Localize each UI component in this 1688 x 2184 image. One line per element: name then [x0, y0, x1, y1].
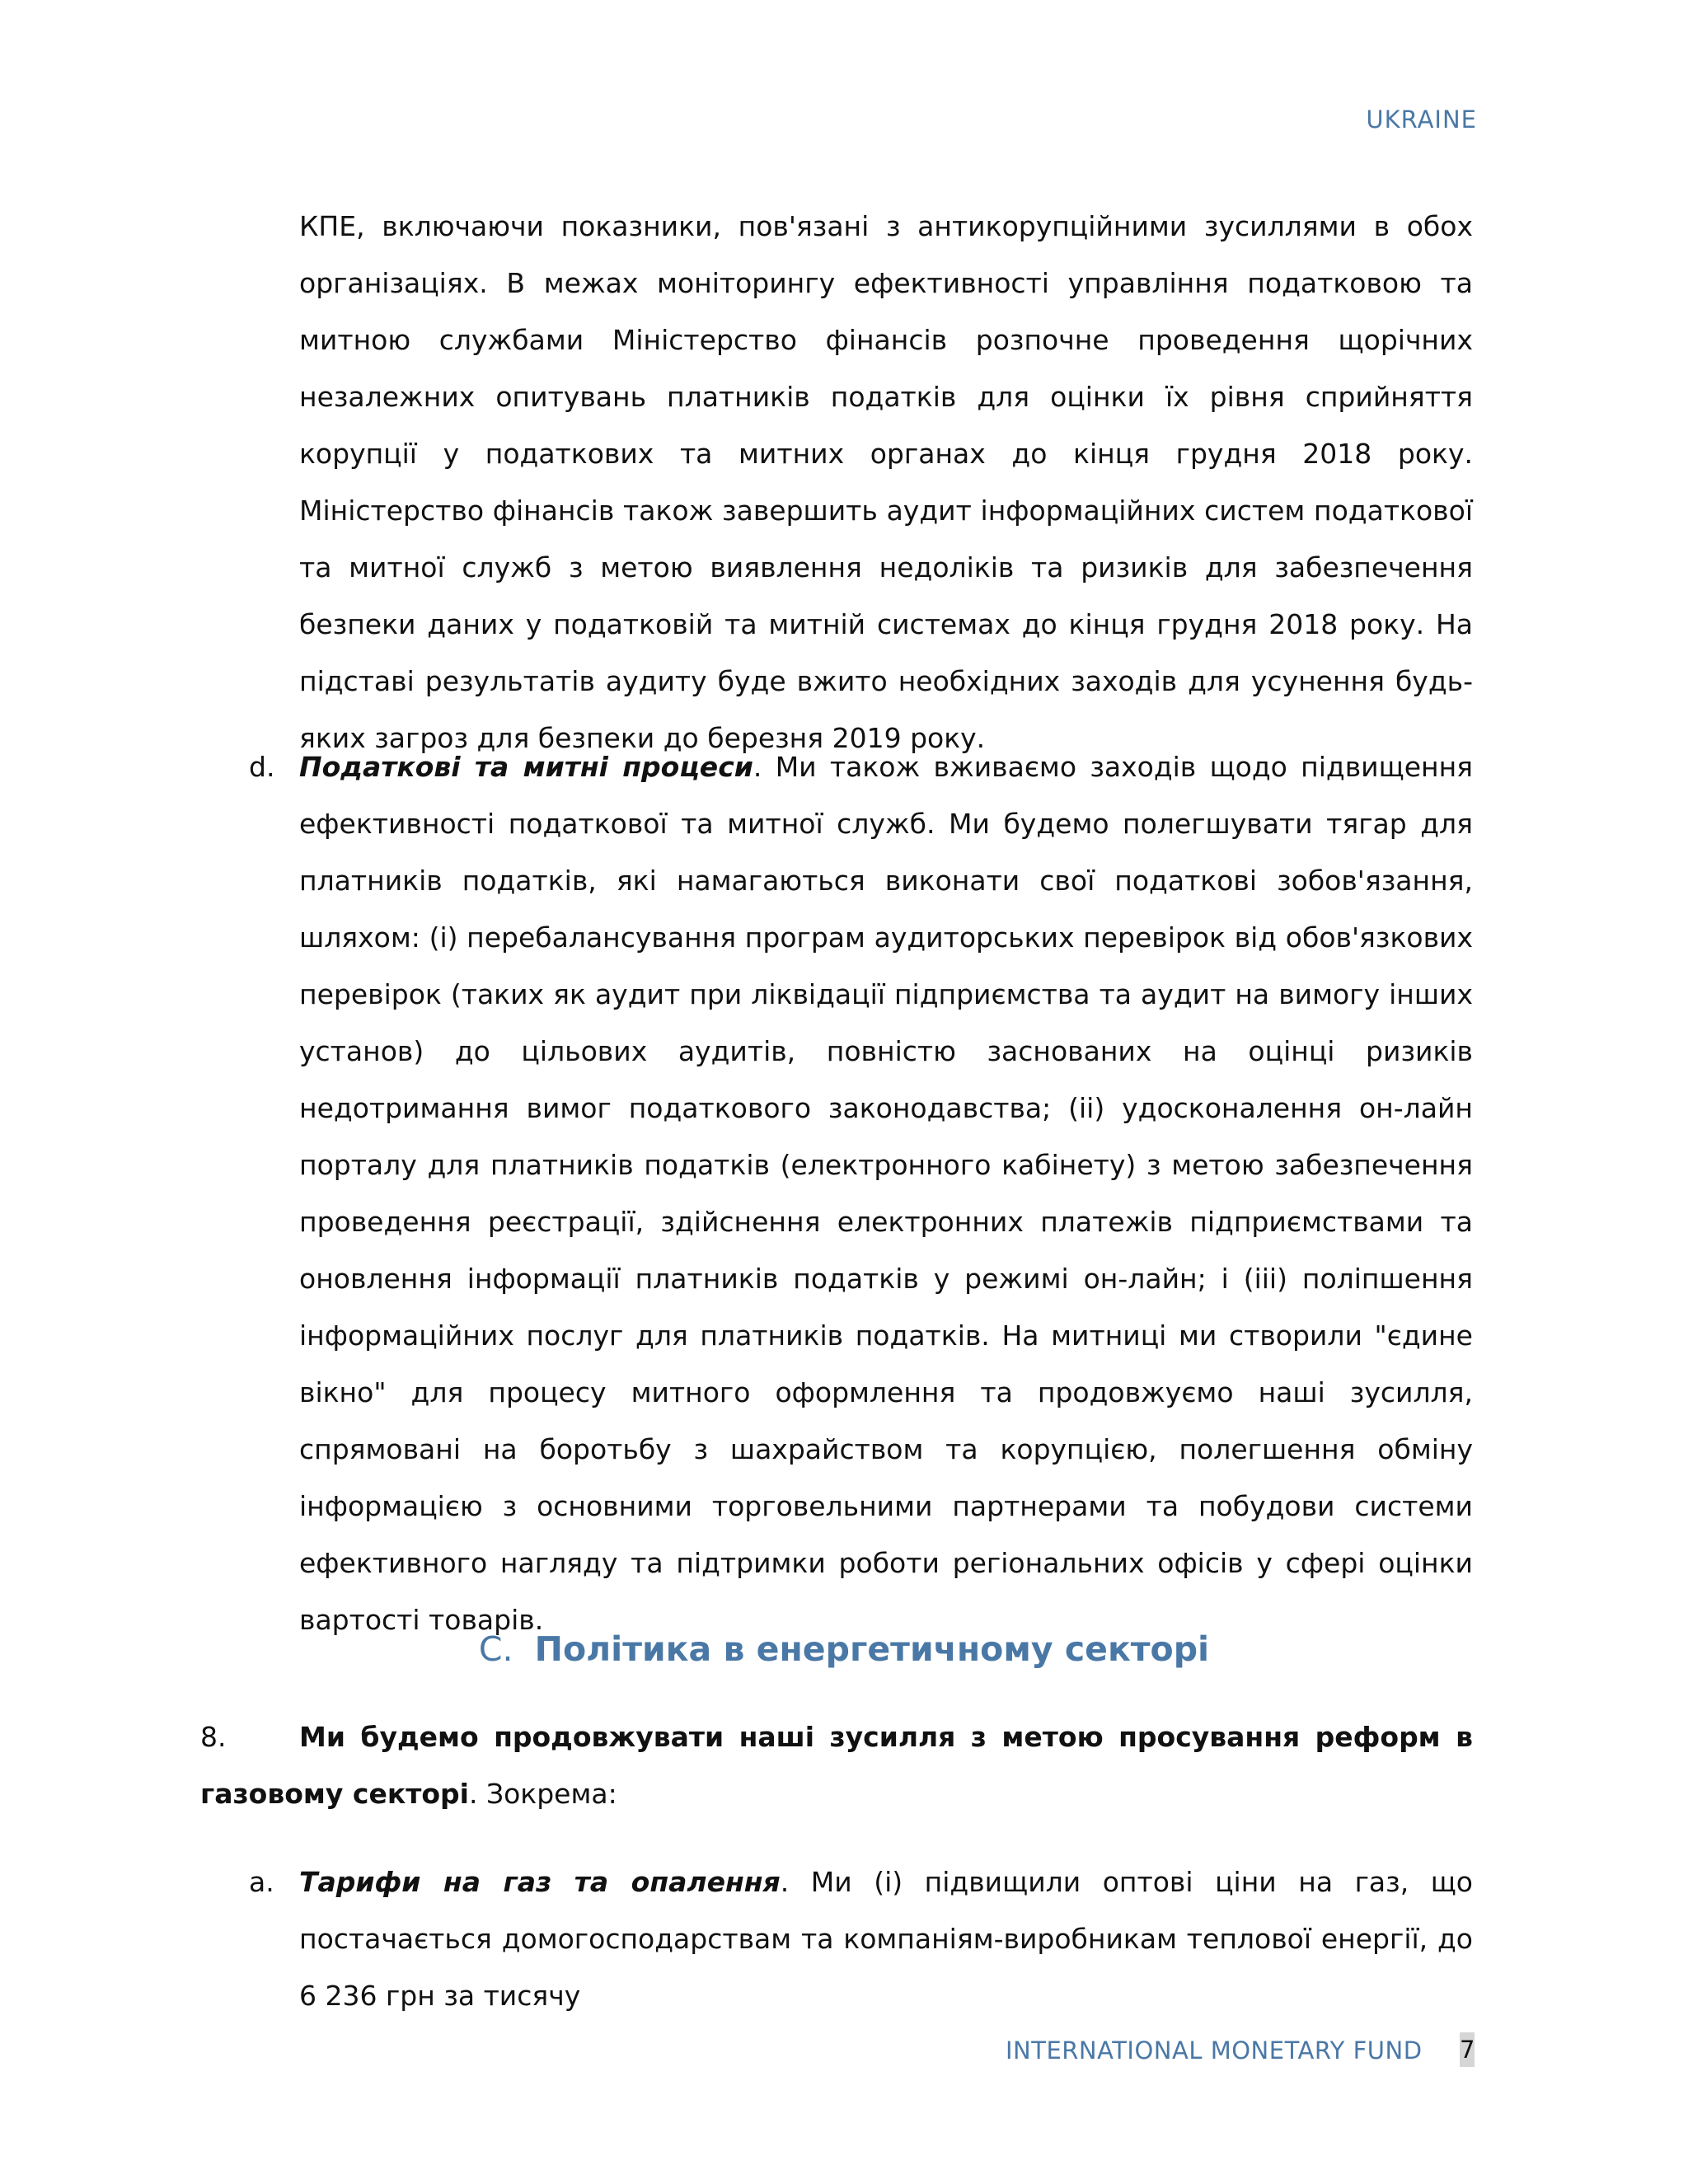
item-a-paragraph	[299, 1854, 1473, 2024]
paragraph-8-bold: Ми будемо продовжувати наші зусилля з метою просування реформ в газовому секторі	[200, 1721, 1473, 1810]
item-d-title: Податкові та митні процеси	[299, 751, 753, 783]
section-heading	[0, 1629, 1688, 1669]
running-header: UKRAINE	[1366, 105, 1477, 134]
section-letter: C.	[478, 1629, 513, 1669]
footer-org: INTERNATIONAL MONETARY FUND	[1006, 2036, 1423, 2064]
paragraph-c-continuation: КПЕ, включаючи показники, пов'язані з антикорупційними зусиллями в обох організаціях. В межах моніторингу ефективності управління податковою та митною службами Міністерство фінансів розпочне проведення щорічних незалежних опитувань платників податків для оцінки їх рівня сприйняття корупції у податкових та митних органах до кінця грудня 2018 року. Міністерство фінансів також завершить аудит інформаційних систем податкової та митної служб з метою виявлення недоліків та ризиків для забезпечення безпеки даних у податковій та митній системах до кінця грудня 2018 року. На підставі результатів аудиту буде вжито необхідних заходів для усунення будь-яких загроз для безпеки до березня 2019 року.	[299, 210, 1473, 754]
item-a-label: a.	[249, 1866, 274, 1898]
page-number: 7	[1460, 2032, 1475, 2067]
item-d-label: d.	[249, 751, 275, 783]
item-d-paragraph	[299, 738, 1473, 1648]
item-a-title: Тарифи на газ та опалення	[299, 1866, 781, 1898]
paragraph-8	[200, 1708, 1473, 1822]
section-title: Політика в енергетичному секторі	[534, 1629, 1210, 1669]
item-d-text: . Ми також вживаємо заходів щодо підвищення ефективності податкової та митної служб. Ми будемо полегшувати тягар для платників податків, які намагаються виконати свої податкові зобов'язання, шляхом: (i) перебалансування програм аудиторських перевірок від обов'язкових перевірок (таких як аудит при ліквідації підприємства та аудит на вимогу інших установ) до цільових аудитів, повністю заснованих на оцінці ризиків недотримання вимог податкового законодавства; (ii) удосконалення он-лайн порталу для платників податків (електронного кабінету) з метою забезпечення проведення реєстрації, здійснення електронних платежів підприємствами та оновлення інформації платників податків у режимі он-лайн; і (iii) поліпшення інформаційних послуг для платників податків. На митниці ми створили "єдине вікно" для процесу митного оформлення та продовжуємо наші зусилля, спрямовані на боротьбу з шахрайством та корупцією, полегшення обміну інформацією з основними торговельними партнерами та побудови системи ефективного нагляду та підтримки роботи регіональних офісів у сфері оцінки вартості товарів.	[299, 751, 1473, 1636]
paragraph-8-number: 8.	[200, 1721, 227, 1753]
paragraph-8-text: . Зокрема:	[468, 1778, 617, 1810]
item-a-text: . Ми (і) підвищили оптові ціни на газ, що постачається домогосподарствам та компаніям-виробникам теплової енергії, до 6 236 грн за тисячу	[299, 1866, 1473, 2012]
